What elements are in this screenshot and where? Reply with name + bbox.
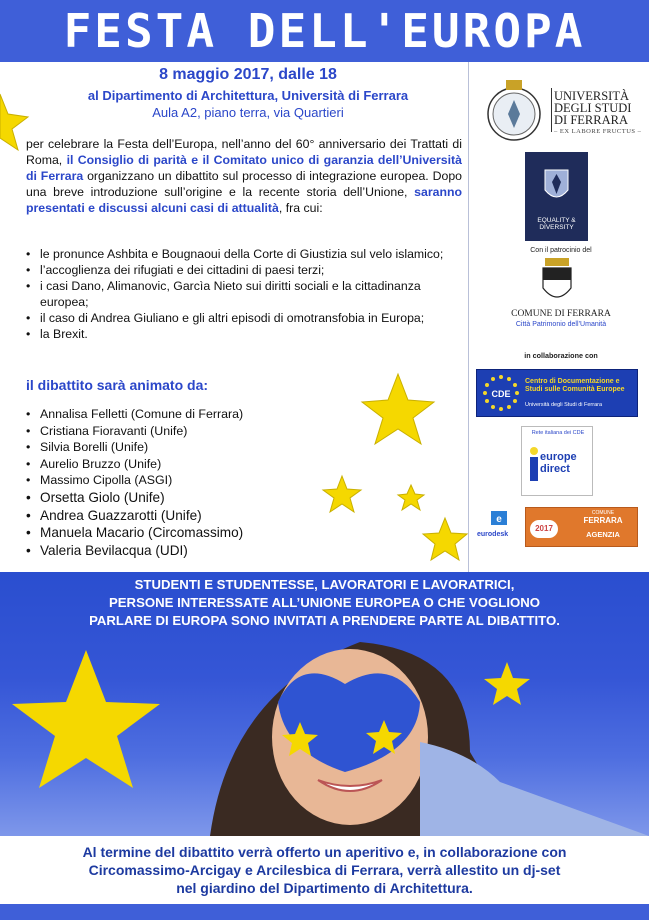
agenzia-comune: COMUNE	[591, 510, 615, 516]
unife-seal-icon	[478, 76, 550, 144]
agenzia-year-badge: 2017	[530, 520, 558, 538]
list-item: • il caso di Andrea Giuliano e gli altri episodi di omotransfobia in Europa;	[26, 310, 462, 326]
event-venue: al Dipartimento di Architettura, Università di Ferrara	[87, 88, 409, 103]
invitation-line-3: PARLARE DI EUROPA SONO INVITATI A PRENDERE PARTE AL DIBATTITO.	[89, 613, 560, 628]
event-room: Aula A2, piano terra, via Quartieri	[152, 105, 344, 120]
intro-text-2: organizzano un dibattito sul processo di integrazione europea. Dopo una breve introduzione sull’origine e la recente storia dell’Unione,	[26, 169, 463, 199]
list-item: • Silvia Borelli (Unife)	[26, 439, 326, 456]
equality-crest-icon	[525, 152, 588, 212]
list-item: • Annalisa Felletti (Comune di Ferrara)	[26, 406, 326, 423]
star-icon	[12, 650, 160, 788]
list-item: • Andrea Guazzarotti (Unife)	[26, 507, 326, 525]
unife-logo	[478, 76, 644, 144]
footer-line-3: nel giardino del Dipartimento di Architettura.	[176, 880, 473, 896]
list-item: • Aurelio Bruzzo (Unife)	[26, 456, 326, 473]
svg-text:e: e	[496, 514, 502, 525]
list-item: • Manuela Macario (Circomassimo)	[26, 524, 326, 542]
eurodesk-icon	[489, 509, 511, 529]
collaboration-label: in collaborazione con	[524, 351, 598, 360]
footer-line-1: Al termine del dibattito verrà offerto un aperitivo e, in collaborazione con	[82, 844, 567, 860]
list-item: • Orsetta Giolo (Unife)	[26, 489, 326, 507]
list-item: • Cristiana Fioravanti (Unife)	[26, 423, 326, 440]
list-item: • la Brexit.	[26, 326, 462, 342]
list-item: • i casi Dano, Alimanovic, Garcìa Nieto sui diritti sociali e la cittadinanza europea;	[26, 278, 462, 310]
event-date: 8 maggio 2017, dalle 18	[159, 66, 337, 83]
eurodesk-label: eurodesk	[477, 531, 509, 538]
equality-diversity-logo	[525, 152, 588, 241]
comune-subtitle: Città Patrimonio dell’Umanità	[515, 321, 607, 328]
cde-subtitle: Università degli Studi di Ferrara	[525, 402, 603, 408]
cde-title: Centro di Documentazione e Studi sulle Comunità Europee	[525, 378, 625, 393]
partner-logos-row	[477, 507, 638, 547]
cde-abbr: CDE	[491, 389, 511, 399]
list-item: • Valeria Bevilacqua (UDI)	[26, 542, 326, 560]
agenzia-ferrara: FERRARA	[583, 516, 623, 525]
intro-text-1: per celebrare la Festa dell’Europa, nell’anno del 60° anniversario dei Trattati di Roma,	[26, 137, 462, 167]
invitation-text	[0, 576, 649, 630]
footer-line-2: Circomassimo-Arcigay e Arcilesbica di Ferrara, verrà allestito un dj-set	[88, 862, 561, 878]
agenzia-logo	[525, 507, 638, 547]
cde-logo	[476, 369, 638, 417]
ed-wordmark: europe direct	[540, 451, 577, 475]
poster-title: FESTA DELL'EUROPA	[63, 4, 586, 58]
patrocinio-label: Con il patrocinio del	[530, 247, 592, 254]
list-item: • l’accoglienza dei rifugiati e dei cittadini di paesi terzi;	[26, 262, 462, 278]
speakers-list	[26, 406, 326, 559]
topics-list	[26, 246, 462, 342]
footer-text	[30, 843, 619, 897]
speakers-heading: il dibattito sarà animato da:	[26, 377, 209, 393]
intro-paragraph	[26, 136, 462, 216]
agenzia-label: AGENZIA	[586, 530, 620, 539]
europe-direct-logo	[521, 426, 593, 496]
intro-text-3: , fra cui:	[278, 201, 323, 215]
star-icon	[484, 662, 530, 705]
intro-highlight-1: il Consiglio di parità e il Comitato unico di garanzia dell’Università di Ferrara	[26, 153, 462, 183]
ed-network-label: Rete italiana dei CDE	[531, 430, 585, 436]
bottom-strip	[0, 904, 649, 920]
list-item: • le pronunce Ashbita e Bougnaoui della Corte di Giustizia sul velo islamico;	[26, 246, 462, 262]
intro-highlight-2: saranno presentati e discussi alcuni casi di attualità	[26, 185, 462, 215]
unife-motto: – EX LABORE FRUCTUS –	[554, 128, 642, 135]
eu-stars-icon	[479, 371, 523, 415]
invitation-line-2: PERSONE INTERESSATE ALL’UNIONE EUROPEA O CHE VOGLIONO	[108, 595, 541, 610]
comune-shield-icon	[539, 258, 575, 306]
list-item: • Massimo Cipolla (ASGI)	[26, 472, 326, 489]
comune-name: COMUNE DI FERRARA	[511, 309, 611, 319]
invitation-line-1: STUDENTI E STUDENTESSE, LAVORATORI E LAVORATRICI,	[134, 577, 515, 592]
equality-label: EQUALITY & DIVERSITY	[537, 217, 576, 231]
unife-name: UNIVERSITÀ DEGLI STUDI DI FERRARA	[554, 89, 632, 127]
header-banner	[0, 0, 649, 62]
